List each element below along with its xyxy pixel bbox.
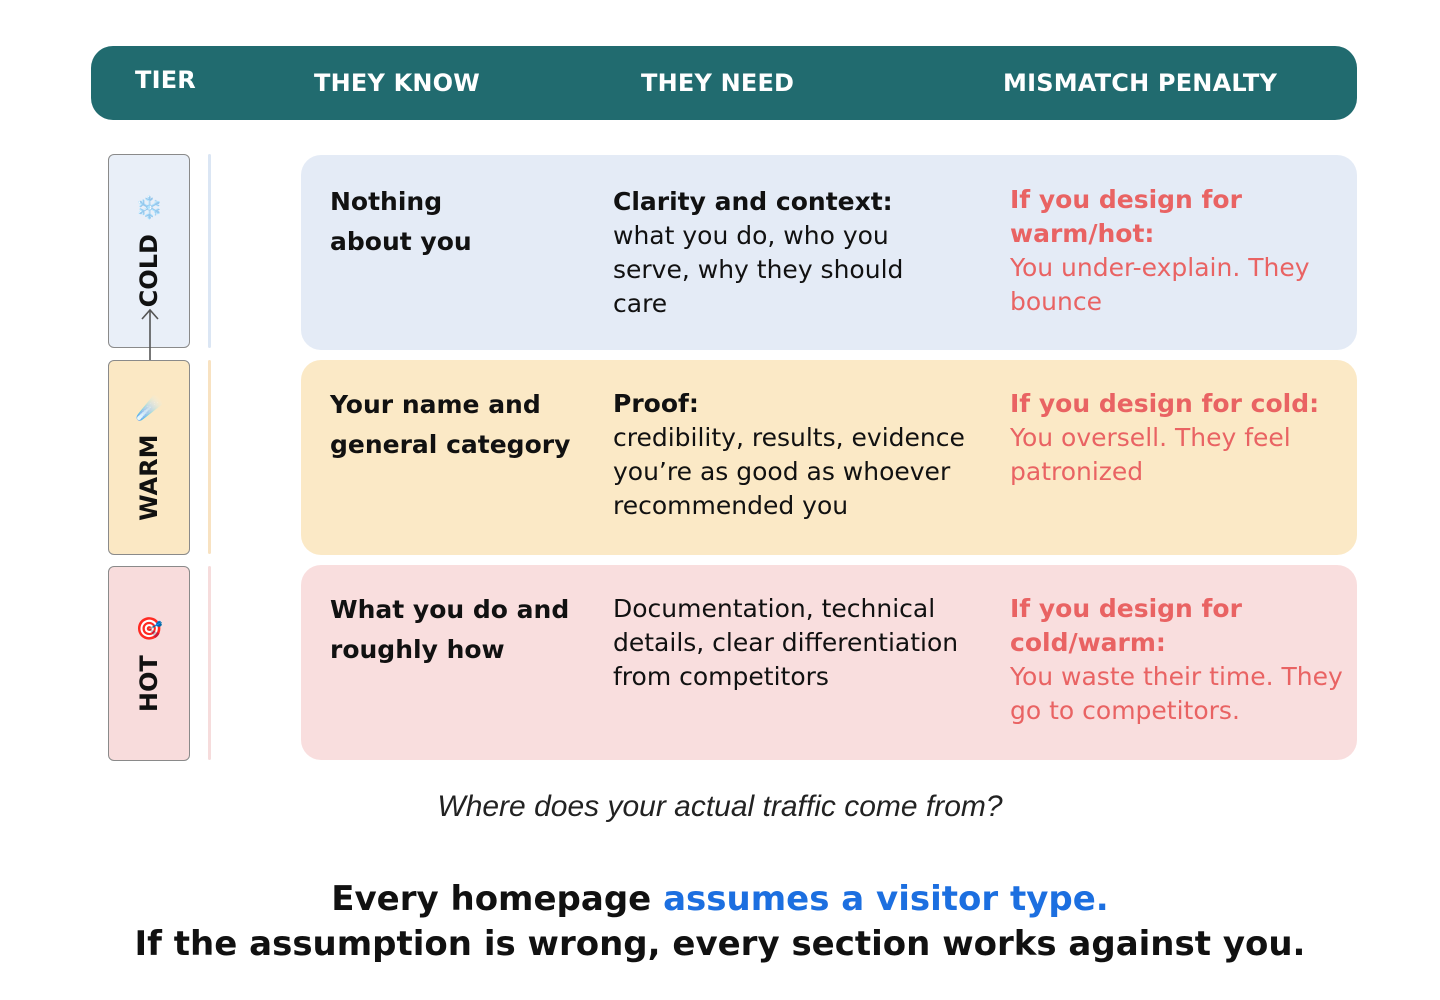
cold-penalty-heading: If you design for warm/hot: xyxy=(1010,185,1242,248)
tier-warm xyxy=(108,360,190,555)
header-they-need: THEY NEED xyxy=(641,69,795,97)
tier-warm-label: WARM xyxy=(135,434,163,521)
closing-line-1-highlight: assumes a visitor type. xyxy=(663,879,1109,919)
tier-cold-label: COLD xyxy=(135,234,163,308)
closing-line-1 xyxy=(0,879,1440,919)
cold-penalty xyxy=(1010,183,1330,319)
tier-hot xyxy=(108,566,190,761)
header-tier: TIER xyxy=(135,66,196,94)
row-warm xyxy=(301,360,1357,555)
hot-penalty-body: You waste their time. They go to competitors. xyxy=(1010,662,1343,725)
tier-hot-divider xyxy=(208,566,211,760)
cold-they-need-body: what you do, who you serve, why they should care xyxy=(613,221,904,318)
row-cold xyxy=(301,155,1357,350)
header-they-know: THEY KNOW xyxy=(314,69,480,97)
tier-warm-divider xyxy=(208,360,211,554)
tier-hot-label: HOT xyxy=(135,654,163,712)
warm-penalty-heading: If you design for cold: xyxy=(1010,389,1320,418)
traffic-question: Where does your actual traffic come from? xyxy=(437,790,1003,823)
hot-they-know: What you do and roughly how xyxy=(330,595,570,664)
cold-they-need-heading: Clarity and context: xyxy=(613,187,893,216)
warm-they-need-body: credibility, results, evidence you’re as good as whoever recommended you xyxy=(613,423,965,520)
warm-they-need xyxy=(613,387,993,523)
closing-line-2: If the assumption is wrong, every section works against you. xyxy=(134,924,1306,964)
hot-they-need xyxy=(613,592,993,694)
hot-penalty-heading: If you design for cold/warm: xyxy=(1010,594,1242,657)
row-hot xyxy=(301,565,1357,760)
cold-they-know: Nothing about you xyxy=(330,187,472,256)
up-arrow-icon xyxy=(138,306,162,362)
warm-they-need-heading: Proof: xyxy=(613,389,699,418)
tier-cold-divider xyxy=(208,154,211,348)
snowflake-icon: ❄️ xyxy=(135,195,163,221)
warm-penalty-body: You oversell. They feel patronized xyxy=(1010,423,1291,486)
hot-they-need-body: Documentation, technical details, clear differentiation from competitors xyxy=(613,594,959,691)
comet-icon: ☄️ xyxy=(135,395,163,421)
target-icon: 🎯 xyxy=(135,616,163,642)
header-mismatch-penalty: MISMATCH PENALTY xyxy=(1003,69,1278,97)
hot-penalty xyxy=(1010,592,1350,728)
warm-they-know: Your name and general category xyxy=(330,390,571,459)
table-header xyxy=(91,46,1357,120)
warm-penalty xyxy=(1010,387,1330,489)
cold-penalty-body: You under-explain. They bounce xyxy=(1010,253,1310,316)
closing-line-1-prefix: Every homepage xyxy=(331,879,664,919)
cold-they-need xyxy=(613,185,933,321)
